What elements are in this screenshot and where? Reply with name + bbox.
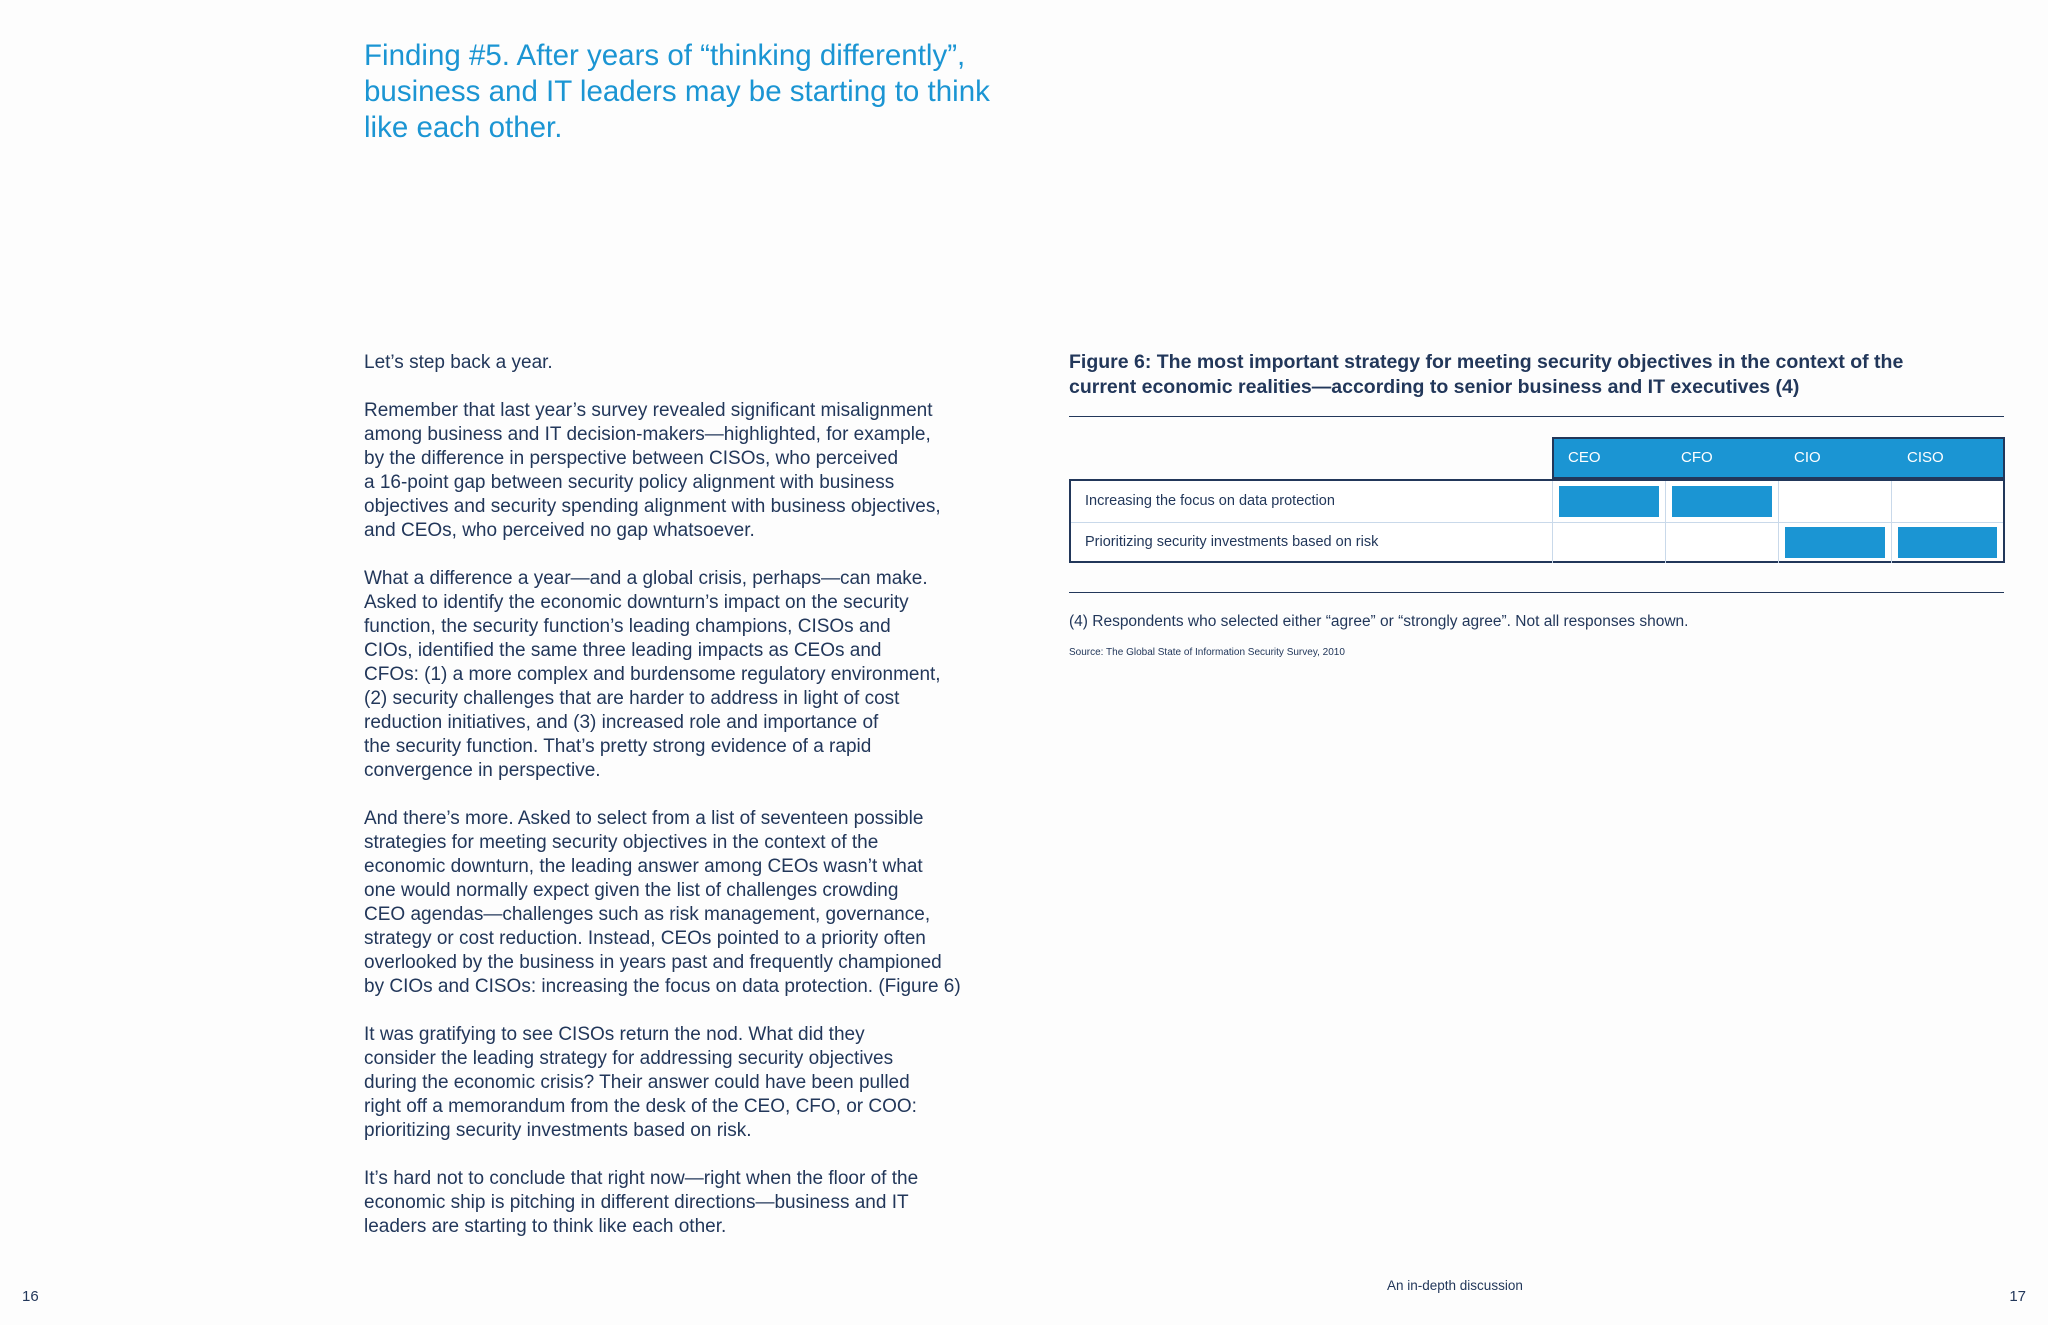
figure-top-rule: [1069, 416, 2004, 417]
column-header-cfo: CFO: [1681, 449, 1713, 466]
source-note: Source: The Global State of Information Security Survey, 2010: [1069, 647, 1345, 658]
cell-ceo: [1552, 481, 1665, 522]
paragraph-1: Let’s step back a year.: [364, 352, 553, 373]
response-bar: [1898, 527, 1997, 558]
paragraph-2: Remember that last year’s survey revealed significant misalignment among business and IT decision-makers—highlighted, for example, by the difference in perspective between CISOs, who perceived a 16-point gap between security policy alignment with business objectives and security spending alignment with business objectives, and CEOs, who perceived no gap whatsoever.: [364, 400, 941, 541]
figure-title: Figure 6: The most important strategy for meeting security objectives in the context of the current economic realities—according to senior business and IT executives (4): [1069, 351, 1904, 398]
table-row: [1071, 522, 2003, 563]
finding-heading: Finding #5. After years of “thinking differently”, business and IT leaders may be starting to think like each other.: [364, 39, 990, 144]
figure-bottom-rule: [1069, 592, 2004, 593]
body-text: [364, 351, 1004, 1263]
response-bar: [1785, 527, 1885, 558]
table-row: [1071, 481, 2003, 523]
cell-cio: [1778, 481, 1891, 522]
right-page: [1024, 0, 2048, 1325]
paragraph-4: And there’s more. Asked to select from a list of seventeen possible strategies for meeting security objectives in the context of the economic downturn, the leading answer among CEOs wasn’t what one would normally expect given the list of challenges crowding CEO agendas—challenges such as risk management, governance, strategy or cost reduction. Instead, CEOs pointed to a priority often overlooked by the business in years past and frequently championed by CIOs and CISOs: increasing the focus on data protection. (Figure 6): [364, 808, 961, 997]
paragraph-3: What a difference a year—and a global crisis, perhaps—can make. Asked to identify the economic downturn’s impact on the security function, the security function’s leading champions, CISOs and CIOs, identified the same three leading impacts as CEOs and CFOs: (1) a more complex and burdensome regulatory environment, (2) security challenges that are harder to address in light of cost reduction initiatives, and (3) increased role and importance of the security function. That’s pretty strong evidence of a rapid convergence in perspective.: [364, 568, 941, 781]
cell-cfo: [1665, 522, 1778, 563]
page-number-right: 17: [2009, 1288, 2026, 1305]
response-bar: [1559, 486, 1659, 517]
running-footer: An in-depth discussion: [1387, 1278, 1523, 1293]
page-number-left: 16: [22, 1288, 39, 1305]
paragraph-5: It was gratifying to see CISOs return the nod. What did they consider the leading strategy for addressing security objectives during the economic crisis? Their answer could have been pulled right off a memorandum from the desk of the CEO, CFO, or COO: prioritizing security investments based on risk.: [364, 1024, 917, 1141]
cell-cio: [1778, 522, 1891, 563]
table-header: [1552, 437, 2005, 479]
response-bar: [1672, 486, 1772, 517]
cell-ceo: [1552, 522, 1665, 563]
footnote: (4) Respondents who selected either “agree” or “strongly agree”. Not all responses shown.: [1069, 613, 1689, 630]
cell-ciso: [1891, 481, 2003, 522]
row-label: Increasing the focus on data protection: [1085, 493, 1335, 509]
column-header-cio: CIO: [1794, 449, 1821, 466]
column-header-ciso: CISO: [1907, 449, 1944, 466]
cell-ciso: [1891, 522, 2003, 563]
table-body: [1069, 479, 2005, 563]
paragraph-6: It’s hard not to conclude that right now—right when the floor of the economic ship is pitching in different directions—business and IT leaders are starting to think like each other.: [364, 1168, 919, 1237]
column-header-ceo: CEO: [1568, 449, 1601, 466]
row-label: Prioritizing security investments based on risk: [1085, 534, 1379, 550]
cell-cfo: [1665, 481, 1778, 522]
